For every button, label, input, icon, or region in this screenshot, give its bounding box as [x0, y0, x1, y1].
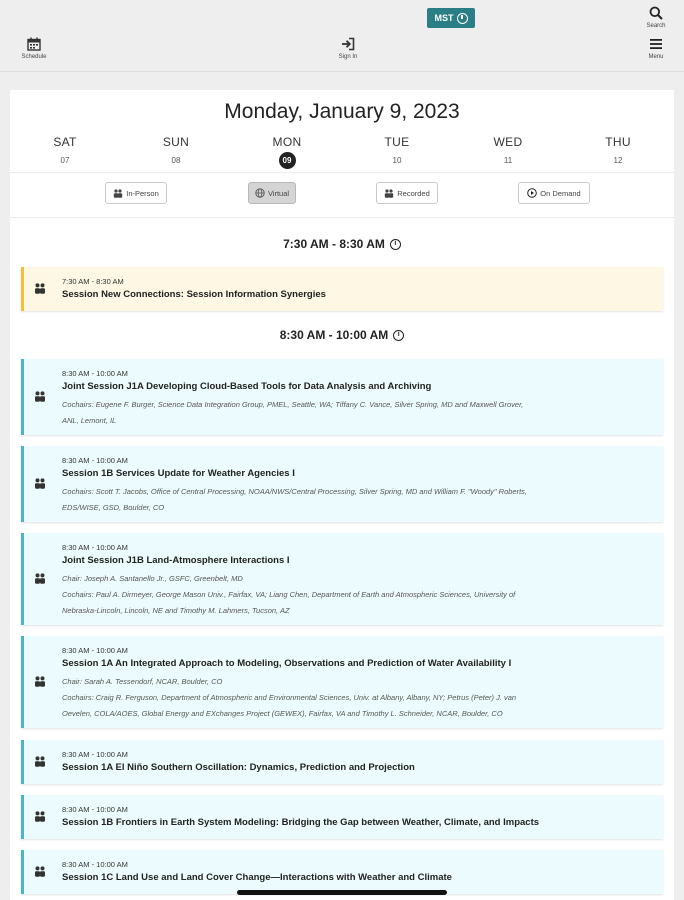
session-time: 8:30 AM - 10:00 AM: [62, 805, 128, 814]
sign-in-label: Sign In: [338, 54, 358, 60]
session-title[interactable]: Joint Session J1A Developing Cloud-Based Tools for Data Analysis and Archiving: [62, 381, 432, 392]
menu-label: Menu: [648, 54, 664, 60]
sign-in-button[interactable]: [330, 37, 366, 60]
session-title[interactable]: Session 1B Services Update for Weather Agencies I: [62, 468, 295, 479]
menu-button[interactable]: [638, 37, 674, 60]
time-block-header: [10, 237, 674, 251]
day-thu[interactable]: [588, 135, 648, 169]
schedule-card: [10, 90, 674, 900]
people-icon: [384, 189, 394, 198]
filter-virtual-button[interactable]: [248, 182, 296, 204]
session-title[interactable]: Session New Connections: Session Information Synergies: [62, 289, 326, 300]
day-wed[interactable]: [478, 135, 538, 169]
session-title[interactable]: Session 1B Frontiers in Earth System Modeling: Bridging the Gap between Weather, Climate, and Impacts: [62, 817, 540, 828]
session-time: 8:30 AM - 10:00 AM: [62, 860, 128, 869]
day-name: SUN: [162, 135, 190, 149]
search-label: Search: [646, 23, 666, 29]
session-card[interactable]: [21, 446, 663, 522]
session-cochairs: Cochairs: Paul A. Dirmeyer, George Mason Univ., Fairfax, VA; Liang Chen, Department of Earth and Atmospheric Sciences, University of: [62, 590, 516, 599]
day-number: 07: [60, 156, 70, 165]
play-circle-icon: [527, 188, 537, 198]
session-card[interactable]: [21, 850, 663, 894]
session-time: 8:30 AM - 10:00 AM: [62, 543, 128, 552]
day-sun[interactable]: [146, 135, 206, 169]
session-title[interactable]: Session 1A El Niño Southern Oscillation: Dynamics, Prediction and Projection: [62, 762, 415, 773]
filter-in-person-button[interactable]: [105, 182, 167, 204]
session-cochairs: Cochairs: Craig R. Ferguson, Department of Atmospheric and Environmental Sciences, Univ. at Albany, Albany, NY; Petrus (Peter) J. van: [62, 693, 517, 702]
session-cochairs-cont: EDS/WISE, GSD, Boulder, CO: [62, 503, 165, 512]
people-icon: [34, 811, 46, 822]
session-title[interactable]: Session 1C Land Use and Land Cover Change—Interactions with Weather and Climate: [62, 872, 452, 883]
day-mon[interactable]: [257, 135, 317, 169]
filter-label: In-Person: [126, 188, 159, 198]
timezone-badge[interactable]: [427, 8, 475, 28]
day-number-selected: 09: [279, 152, 296, 169]
search-icon: [649, 6, 663, 20]
clock-icon: [457, 13, 468, 24]
time-block-label: 7:30 AM - 8:30 AM: [283, 237, 385, 251]
people-icon: [34, 756, 46, 767]
day-number: 11: [503, 156, 513, 165]
schedule-button[interactable]: [16, 37, 52, 60]
day-name: TUE: [384, 135, 410, 149]
people-icon: [34, 866, 46, 877]
session-card[interactable]: [21, 795, 663, 839]
timezone-label: MST: [434, 13, 454, 23]
filter-label: On Demand: [540, 188, 581, 198]
filter-on-demand-button[interactable]: [518, 182, 590, 204]
info-icon[interactable]: i: [393, 330, 404, 341]
people-icon: [34, 573, 46, 584]
day-name: WED: [493, 135, 523, 149]
session-cochairs-cont: Nebraska-Lincoln, Lincoln, NE and Timothy M. Lahmers, Tucson, AZ: [62, 606, 290, 615]
day-name: THU: [605, 135, 631, 149]
sign-in-icon: [341, 37, 355, 51]
filter-label: Virtual: [267, 188, 290, 198]
people-icon: [34, 676, 46, 687]
session-chair: Chair: Joseph A. Santanello Jr., GSFC, Greenbelt, MD: [62, 574, 243, 583]
home-indicator: [237, 890, 447, 895]
day-number: 10: [392, 156, 402, 165]
day-sat[interactable]: [35, 135, 95, 169]
session-time: 7:30 AM - 8:30 AM: [62, 277, 124, 286]
time-block-label: 8:30 AM - 10:00 AM: [279, 328, 389, 342]
day-name: SAT: [53, 135, 77, 149]
day-name: MON: [272, 135, 302, 149]
session-time: 8:30 AM - 10:00 AM: [62, 750, 128, 759]
filter-bar: [10, 172, 674, 218]
date-title: Monday, January 9, 2023: [224, 100, 460, 123]
search-button[interactable]: [638, 6, 674, 29]
people-icon: [34, 283, 46, 294]
session-card[interactable]: [21, 740, 663, 784]
schedule-label: Schedule: [21, 54, 47, 60]
session-card[interactable]: [21, 533, 663, 625]
time-block-header: [10, 328, 674, 342]
session-time: 8:30 AM - 10:00 AM: [62, 456, 128, 465]
session-card[interactable]: [21, 267, 663, 311]
session-cochairs-cont: Oevelen, COLA/AOES, Global Energy and EXchanges Project (GEWEX), Fairfax, VA and Timothy L. Schneider, NCAR, Boulder, CO: [62, 709, 503, 718]
session-card[interactable]: [21, 359, 663, 435]
session-title[interactable]: Joint Session J1B Land-Atmosphere Interactions I: [62, 555, 290, 566]
people-icon: [34, 478, 46, 489]
hamburger-icon: [649, 37, 663, 51]
day-tue[interactable]: [367, 135, 427, 169]
top-bar: [0, 0, 684, 72]
session-cochairs-cont: ANL, Lemont, IL: [62, 416, 117, 425]
day-number: 08: [171, 156, 181, 165]
day-number: 12: [613, 156, 623, 165]
people-icon: [34, 391, 46, 402]
info-icon[interactable]: i: [390, 239, 401, 250]
session-time: 8:30 AM - 10:00 AM: [62, 369, 128, 378]
calendar-icon: [27, 37, 41, 51]
session-chair: Chair: Sarah A. Tessendorf, NCAR, Boulder, CO: [62, 677, 223, 686]
session-cochairs: Cochairs: Eugene F. Burger, Science Data Integration Group, PMEL, Seattle, WA; Tiffany C. Vance, Silver Spring, MD and Maxwell Grover,: [62, 400, 524, 409]
people-icon: [113, 189, 123, 198]
session-time: 8:30 AM - 10:00 AM: [62, 646, 128, 655]
session-title[interactable]: Session 1A An Integrated Approach to Modeling, Observations and Prediction of Water Availability I: [62, 658, 512, 669]
session-card[interactable]: [21, 636, 663, 728]
session-cochairs: Cochairs: Scott T. Jacobs, Office of Central Processing, NOAA/NWS/Central Processing, Silver Spring, MD and William F. "Woody" Roberts,: [62, 487, 528, 496]
globe-icon: [255, 188, 265, 198]
filter-recorded-button[interactable]: [376, 182, 438, 204]
day-selector: [10, 135, 674, 169]
filter-label: Recorded: [397, 188, 430, 198]
